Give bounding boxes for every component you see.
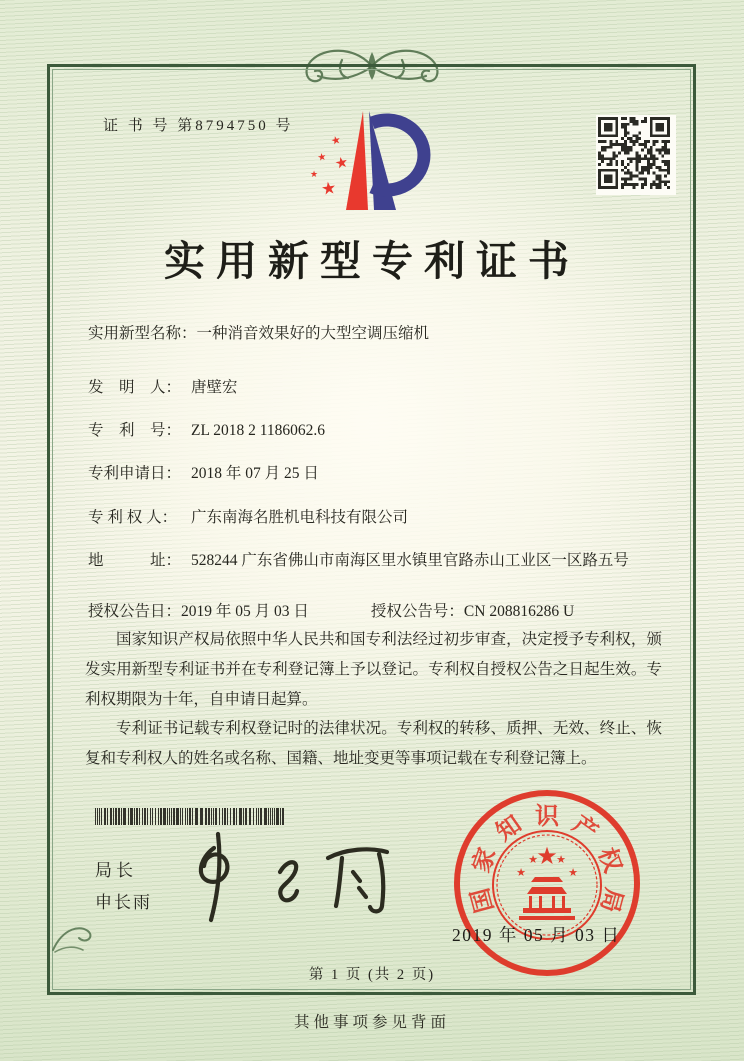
svg-text:识: 识 — [535, 804, 559, 830]
field-value: ZL 2018 2 1186062.6 — [191, 422, 326, 439]
svg-text:权: 权 — [592, 844, 626, 877]
field-utility-model-name — [88, 322, 663, 345]
svg-text:国: 国 — [467, 885, 499, 916]
svg-text:★: ★ — [329, 132, 343, 148]
field-value: 528244 广东省佛山市南海区里水镇里官路赤山工业区一区路五号 — [191, 552, 629, 569]
svg-text:★: ★ — [568, 866, 578, 879]
field-value: 唐壁宏 — [191, 379, 238, 396]
field-patentee — [88, 506, 663, 529]
field-application-date — [88, 462, 663, 485]
grant-date — [88, 600, 309, 623]
legal-paragraph-2: 专利证书记载专利权登记时的法律状况。专利权的转移、质押、无效、终止、恢复和专利权人的姓名或名称、国籍、地址变更等事项记载在专利登记簿上。 — [85, 720, 662, 767]
field-value: CN 208816286 U — [463, 603, 575, 620]
field-label: 发 明 人： — [88, 379, 182, 396]
field-address — [88, 549, 663, 572]
cnipa-patent-logo-icon — [306, 101, 444, 218]
field-value: 2018 年 07 月 25 日 — [191, 465, 319, 482]
field-label: 实用新型名称： — [88, 325, 197, 342]
barcode-icon — [95, 808, 285, 825]
svg-text:★: ★ — [528, 853, 538, 866]
handwritten-signature-icon — [180, 828, 408, 926]
svg-text:★: ★ — [536, 842, 558, 870]
certificate-title: 实用新型专利证书 — [164, 238, 580, 284]
field-inventor — [88, 376, 663, 399]
field-label: 专利申请日： — [88, 465, 182, 482]
certificate-number: 证 书 号 第8794750 号 — [103, 118, 294, 134]
field-label: 授权公告号： — [370, 603, 464, 620]
svg-text:知: 知 — [491, 811, 527, 847]
svg-text:家: 家 — [468, 844, 502, 877]
field-label: 专 利 号： — [88, 422, 182, 439]
field-grant-row — [88, 600, 663, 623]
director-name: 申长雨 — [95, 893, 152, 912]
legal-paragraph-1: 国家知识产权局依照中华人民共和国专利法经过初步审查，决定授予专利权，颁发实用新型专利证书并在专利登记簿上予以登记。专利权自授权公告之日起生效。专利权期限为十年，自申请日起算。 — [85, 631, 662, 708]
field-patent-number — [88, 419, 663, 442]
svg-text:★: ★ — [516, 866, 526, 879]
back-note: 其他事项参见背面 — [293, 1014, 450, 1031]
qr-code-icon — [596, 115, 676, 195]
svg-text:局: 局 — [595, 885, 627, 916]
legal-text — [85, 625, 662, 774]
svg-text:★: ★ — [316, 151, 328, 164]
grant-number — [371, 600, 574, 623]
seal-date: 2019 年 05 月 03 日 — [452, 925, 621, 945]
svg-text:★: ★ — [310, 170, 319, 180]
cnipa-round-seal-icon — [447, 786, 647, 986]
field-label: 专 利 权 人： — [88, 509, 178, 526]
page-number: 第 1 页 (共 2 页) — [308, 967, 436, 983]
corner-flourish-icon — [49, 916, 107, 960]
field-value: 2019 年 05 月 03 日 — [181, 603, 309, 620]
svg-text:产: 产 — [567, 811, 603, 847]
svg-text:★: ★ — [333, 152, 350, 173]
field-value: 广东南海名胜机电科技有限公司 — [191, 509, 409, 526]
field-label: 授权公告日： — [88, 603, 182, 620]
director-title: 局长 — [95, 861, 137, 880]
svg-text:★: ★ — [556, 853, 566, 866]
field-label: 地 址： — [88, 552, 182, 569]
svg-text:★: ★ — [319, 178, 338, 200]
field-value: 一种消音效果好的大型空调压缩机 — [196, 325, 430, 342]
